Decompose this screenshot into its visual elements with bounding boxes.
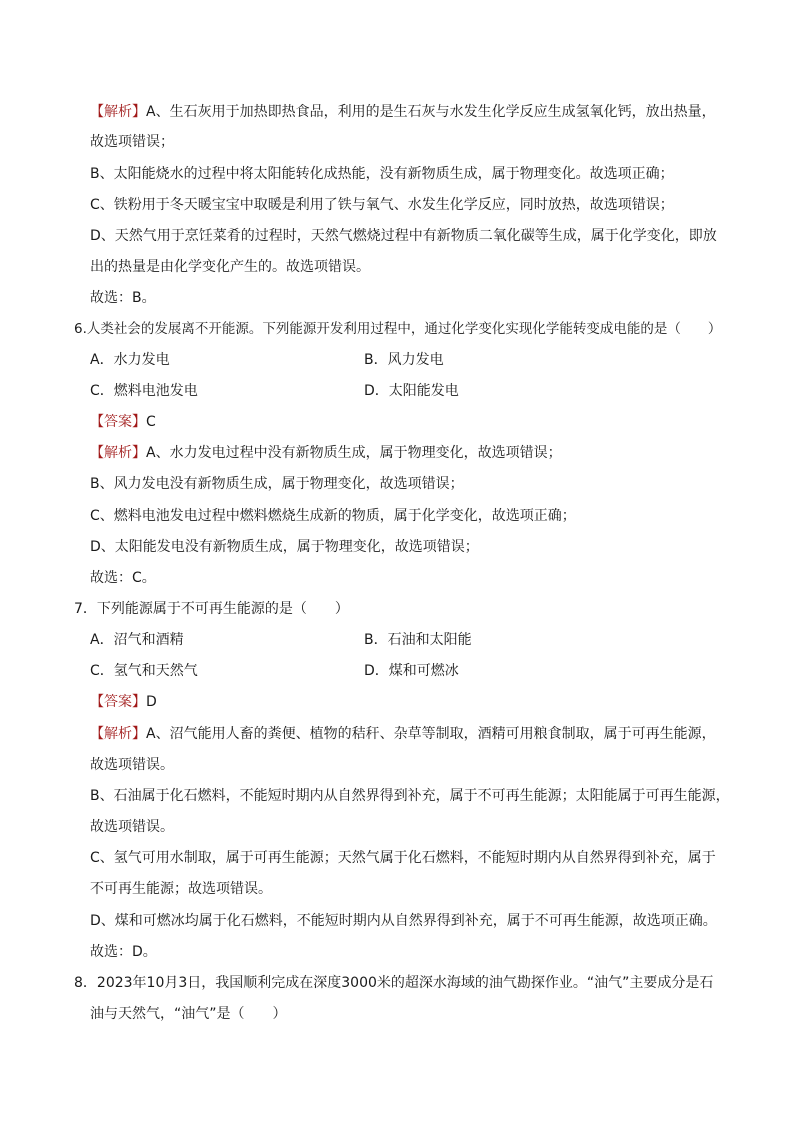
q7-analysis-line: 【解析】A、沼气能用人畜的粪便、植物的秸秆、杂草等制取，酒精可用粮食制取，属于可再生能源， — [90, 726, 716, 742]
q6-analysis-line: 【解析】A、水力发电过程中没有新物质生成，属于物理变化，故选项错误； — [90, 445, 562, 461]
q8-stem-line: 8．2023年10月3日，我国顺利完成在深度3000米的超深水海域的油气勘探作业。“油气”主要成分是石 — [74, 975, 714, 991]
q6-conclusion: 故选：C。 — [90, 570, 156, 586]
q6-option-a: A．水力发电 — [90, 352, 170, 368]
analysis-tag: 【解析】 — [90, 104, 146, 120]
q7-analysis-line: 故选项错误。 — [90, 819, 174, 835]
q5-analysis-line: 故选项错误； — [90, 134, 174, 150]
q6-answer: 【答案】C — [90, 414, 156, 430]
q6-option-b: B．风力发电 — [364, 352, 444, 368]
analysis-tag: 【解析】 — [90, 445, 146, 461]
q5-conclusion: 故选：B。 — [90, 290, 156, 306]
q6-stem: 6.人类社会的发展离不开能源。下列能源开发利用过程中，通过化学变化实现化学能转变成电能的是（ ） — [74, 321, 722, 337]
q8-stem-line: 油与天然气，“油气”是（ ） — [90, 1006, 287, 1022]
q6-analysis-line: C、燃料电池发电过程中燃料燃烧生成新的物质，属于化学变化，故选项正确； — [90, 508, 576, 524]
answer-tag: 【答案】 — [90, 694, 146, 710]
analysis-tag: 【解析】 — [90, 726, 146, 742]
q5-analysis-line: 【解析】A、生石灰用于加热即热食品，利用的是生石灰与水发生化学反应生成氢氧化钙，放出热量， — [90, 104, 716, 120]
q7-option-c: C．氢气和天然气 — [90, 663, 198, 679]
q7-analysis-line: 故选项错误。 — [90, 757, 174, 773]
q7-option-a: A．沼气和酒精 — [90, 632, 184, 648]
q5-analysis-line: C、铁粉用于冬天暖宝宝中取暖是利用了铁与氧气、水发生化学反应，同时放热，故选项错误； — [90, 197, 674, 213]
q7-analysis-line: 不可再生能源；故选项错误。 — [90, 881, 272, 897]
answer-tag: 【答案】 — [90, 414, 146, 430]
q6-analysis-line: B、风力发电没有新物质生成，属于物理变化，故选项错误； — [90, 476, 464, 492]
q7-stem: 7．下列能源属于不可再生能源的是（ ） — [74, 601, 349, 617]
q7-answer: 【答案】D — [90, 694, 157, 710]
q7-option-b: B．石油和太阳能 — [364, 632, 472, 648]
q7-option-d: D．煤和可燃冰 — [364, 663, 459, 679]
q5-analysis-line: 出的热量是由化学变化产生的。故选项错误。 — [90, 259, 370, 275]
q7-analysis-line: D、煤和可燃冰均属于化石燃料，不能短时期内从自然界得到补充，属于不可再生能源，故选项正确。 — [90, 913, 717, 929]
q7-conclusion: 故选：D。 — [90, 944, 157, 960]
q7-analysis-line: B、石油属于化石燃料，不能短时期内从自然界得到补充，属于不可再生能源；太阳能属于可再生能源， — [90, 788, 730, 804]
q6-option-d: D．太阳能发电 — [364, 383, 459, 399]
q5-analysis-line: D、天然气用于烹饪菜肴的过程时，天然气燃烧过程中有新物质二氧化碳等生成，属于化学变化，即放 — [90, 228, 717, 244]
q5-analysis-line: B、太阳能烧水的过程中将太阳能转化成热能，没有新物质生成，属于物理变化。故选项正确； — [90, 166, 674, 182]
q6-analysis-line: D、太阳能发电没有新物质生成，属于物理变化，故选项错误； — [90, 539, 479, 555]
q6-option-c: C．燃料电池发电 — [90, 383, 198, 399]
q7-analysis-line: C、氢气可用水制取，属于可再生能源；天然气属于化石燃料，不能短时期内从自然界得到补充，属于 — [90, 850, 716, 866]
